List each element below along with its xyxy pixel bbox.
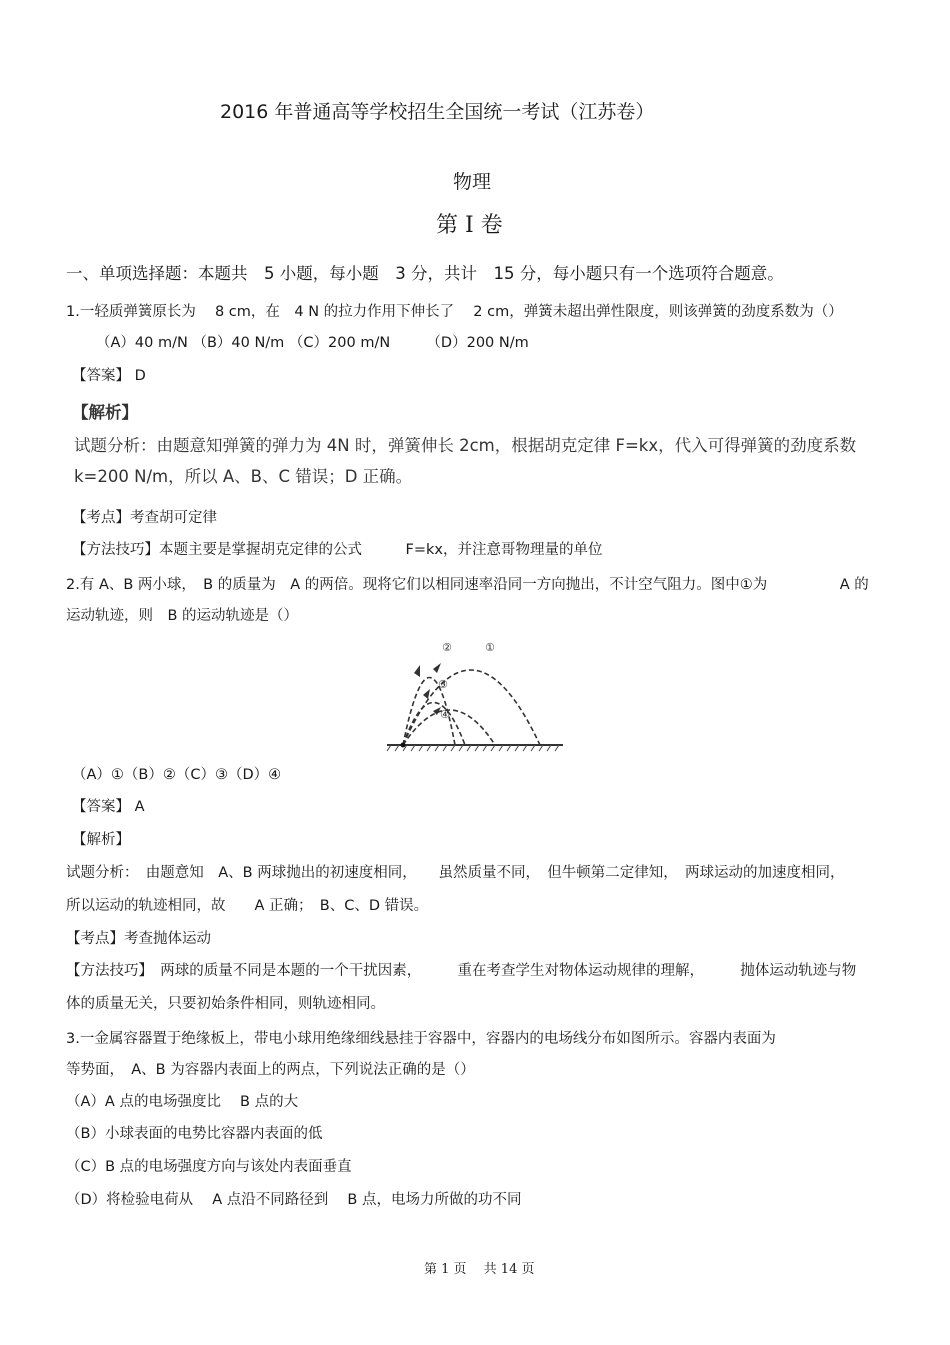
q2-method-line-1: 【方法技巧】 两球的质量不同是本题的一个干扰因素， 重在考查学生对物体运动规律的理解， 抛体运动轨迹与物 — [66, 963, 857, 979]
q2-analysis-line-2: 所以运动的轨迹相同，故 A 正确； B、C、D 错误。 — [66, 898, 429, 914]
q3-option-c: （C）B 点的电场强度方向与该处内表面垂直 — [66, 1159, 352, 1175]
q1-options: （A）40 m/N （B）40 N/m （C）200 m/N （D）200 N/m — [96, 335, 529, 351]
q2-analysis-label: 【解析】 — [72, 832, 130, 848]
q2-stem-line-1: 2.有 A、B 两小球， B 的质量为 A 的两倍。现将它们以相同速率沿同一方向抛出，不计空气阻力。图中①为 A 的 — [66, 577, 869, 593]
launch-point — [401, 743, 406, 748]
q2-options: （A）①（B）②（C）③（D）④ — [72, 767, 282, 783]
arrowhead-3 — [423, 689, 430, 699]
q3-option-b: （B）小球表面的电势比容器内表面的低 — [66, 1126, 323, 1142]
q2-analysis-line-1: 试题分析： 由题意知 A、B 两球抛出的初速度相同， 虽然质量不同， 但牛顿第二定律知， 两球运动的加速度相同， — [66, 865, 845, 881]
q1-method: 【方法技巧】本题主要是掌握胡克定律的公式 F=kx，并注意哥物理量的单位 — [72, 542, 603, 558]
arrowhead-2 — [414, 665, 420, 677]
q2-answer: 【答案】 A — [72, 799, 145, 815]
q1-analysis-line-1: 试题分析：由题意知弹簧的弹力为 4N 时，弹簧伸长 2cm，根据胡克定律 F=kx，代入可得弹簧的劲度系数 — [74, 436, 857, 455]
label-trajectory-4: ④ — [440, 708, 450, 721]
page-number: 第 1 页 共 14 页 — [424, 1262, 535, 1277]
trajectory-figure — [385, 635, 565, 753]
exam-title: 2016 年普通高等学校招生全国统一考试（江苏卷） — [220, 101, 655, 123]
q2-point: 【考点】考查抛体运动 — [66, 931, 211, 947]
q1-analysis-label: 【解析】 — [72, 403, 138, 422]
q1-answer: 【答案】 D — [72, 368, 146, 384]
subject-title: 物理 — [453, 171, 492, 193]
q2-stem-line-2: 运动轨迹，则 B 的运动轨迹是（） — [66, 608, 299, 624]
q1-analysis-line-2: k=200 N/m，所以 A、B、C 错误；D 正确。 — [74, 467, 413, 486]
q1-point: 【考点】考查胡可定律 — [72, 510, 217, 526]
label-trajectory-2: ② — [442, 641, 452, 654]
q3-option-d: （D）将检验电荷从 A 点沿不同路径到 B 点，电场力所做的功不同 — [66, 1192, 522, 1208]
label-trajectory-3: ③ — [438, 678, 448, 691]
volume-title: 第 I 卷 — [436, 213, 503, 238]
q3-option-a: （A）A 点的电场强度比 B 点的大 — [66, 1094, 299, 1110]
q3-stem-line-1: 3.一金属容器置于绝缘板上，带电小球用绝缘细线悬挂于容器中，容器内的电场线分布如图所示。容器内表面为 — [66, 1031, 776, 1047]
arrowhead-1 — [433, 663, 441, 673]
q1-stem: 1.一轻质弹簧原长为 8 cm，在 4 N 的拉力作用下伸长了 2 cm，弹簧未超出弹性限度，则该弹簧的劲度系数为（） — [66, 304, 843, 320]
section-heading: 一、单项选择题：本题共 5 小题，每小题 3 分，共计 15 分，每小题只有一个选项符合题意。 — [66, 264, 784, 283]
trajectory-3 — [403, 703, 465, 746]
label-trajectory-1: ① — [485, 641, 495, 654]
q3-stem-line-2: 等势面， A、B 为容器内表面上的两点，下列说法正确的是（） — [66, 1062, 475, 1078]
q2-method-line-2: 体的质量无关，只要初始条件相同，则轨迹相同。 — [66, 996, 385, 1012]
